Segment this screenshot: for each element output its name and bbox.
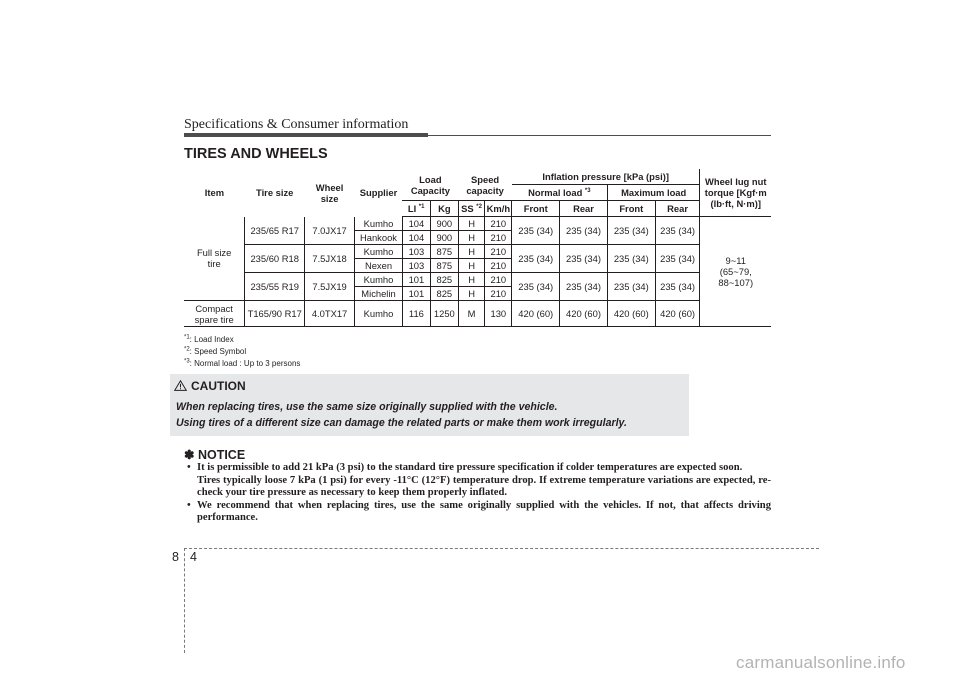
normal-rear-cell: 235 (34): [560, 273, 608, 301]
section-title: TIRES AND WHEELS: [184, 146, 328, 162]
kg-cell: 900: [430, 217, 458, 231]
caution-title: CAUTION: [191, 379, 246, 393]
supplier-cell: Kumho: [355, 245, 403, 259]
li-cell: 101: [402, 273, 430, 287]
li-cell: 104: [402, 231, 430, 245]
max-front-cell: 420 (60): [607, 301, 655, 327]
kmh-cell: 210: [485, 231, 512, 245]
kg-cell: 875: [430, 245, 458, 259]
header-wheel-lug: Wheel lug nut torque [Kgf·m (lb·ft, N·m)]: [700, 169, 771, 217]
max-rear-cell: 235 (34): [655, 217, 700, 245]
notice-text: Tires typically loose 7 kPa (1 psi) for every -11°C (12°F) temperature drop. If extreme temperature variations are expected, re-check your tire pressure as necessary to keep them properly inflated.: [197, 474, 771, 498]
tire-size-cell: 235/65 R17: [245, 217, 305, 245]
kmh-cell: 210: [485, 217, 512, 231]
header-rule-thick: [184, 133, 428, 137]
ss-cell: H: [458, 231, 485, 245]
header-supplier: Supplier: [359, 187, 398, 199]
ss-cell: M: [458, 301, 485, 327]
warning-triangle-icon: [174, 380, 187, 391]
header-normal-front: Front: [512, 201, 560, 217]
caution-text: [176, 399, 627, 431]
header-kg: Kg: [430, 201, 458, 217]
max-front-cell: 235 (34): [607, 217, 655, 245]
ss-cell: H: [458, 245, 485, 259]
caution-line: When replacing tires, use the same size originally supplied with the vehicle.: [176, 401, 558, 413]
bullet-icon: •: [187, 499, 191, 511]
header-item: Item: [204, 187, 225, 199]
tire-size-cell: T165/90 R17: [245, 301, 305, 327]
supplier-cell: Nexen: [355, 259, 403, 273]
wheel-size-cell: 4.0TX17: [305, 301, 355, 327]
table-row: [184, 245, 771, 259]
supplier-cell: Kumho: [355, 217, 403, 231]
max-front-cell: 235 (34): [607, 245, 655, 273]
li-cell: 101: [402, 287, 430, 301]
footnote: $^{*1}$: Load Index: [184, 334, 234, 344]
tire-size-cell: 235/55 R19: [245, 273, 305, 301]
kmh-cell: 130: [485, 301, 512, 327]
header-maximum-load: Maximum load: [607, 185, 700, 201]
footer-rule: [184, 548, 819, 549]
caution-heading: [174, 379, 246, 393]
footnote: $^{*2}$: Speed Symbol: [184, 346, 247, 356]
ss-cell: H: [458, 259, 485, 273]
header-rule-thin: [428, 135, 771, 136]
header-wheel-size: Wheel size: [315, 181, 344, 204]
header-normal-rear: Rear: [560, 201, 608, 217]
wheel-size-cell: 7.5JX19: [305, 273, 355, 301]
kg-cell: 825: [430, 273, 458, 287]
notice-list: [184, 462, 771, 525]
footnote: $^{*3}$: Normal load : Up to 3 persons: [184, 357, 301, 368]
list-item: [184, 500, 771, 525]
supplier-cell: Michelin: [355, 287, 403, 301]
kmh-cell: 210: [485, 273, 512, 287]
list-item: [184, 462, 771, 500]
table-row: [184, 301, 771, 327]
wheel-size-cell: 7.5JX18: [305, 245, 355, 273]
li-cell: 116: [402, 301, 430, 327]
kg-cell: 1250: [430, 301, 458, 327]
kmh-cell: 210: [485, 259, 512, 273]
li-cell: 103: [402, 259, 430, 273]
normal-front-cell: 235 (34): [512, 217, 560, 245]
max-front-cell: 235 (34): [607, 273, 655, 301]
normal-front-cell: 420 (60): [512, 301, 560, 327]
normal-front-cell: 235 (34): [512, 273, 560, 301]
max-rear-cell: 235 (34): [655, 273, 700, 301]
header-load-capacity: Load Capacity: [410, 173, 450, 196]
kg-cell: 825: [430, 287, 458, 301]
chapter-number: 8: [172, 550, 179, 564]
kmh-cell: 210: [485, 245, 512, 259]
page-number: 4: [190, 550, 197, 564]
table-row: [184, 217, 771, 231]
header-max-front: Front: [607, 201, 655, 217]
supplier-cell: Kumho: [355, 301, 403, 327]
torque-cell: 9~11 (65~79, 88~107): [700, 217, 771, 327]
header-max-rear: Rear: [655, 201, 700, 217]
caution-box: [170, 374, 689, 436]
footer-vertical-rule: [184, 548, 185, 653]
header-tire-size: Tire size: [256, 187, 294, 199]
header-normal-load: Normal load $^{*3}$: [512, 185, 608, 201]
caution-line: Using tires of a different size can damage the related parts or make them work irregularly.: [176, 417, 627, 429]
max-rear-cell: 420 (60): [655, 301, 700, 327]
wheel-size-cell: 7.0JX17: [305, 217, 355, 245]
ss-cell: H: [458, 287, 485, 301]
normal-rear-cell: 235 (34): [560, 217, 608, 245]
notice-text: It is permissible to add 21 kPa (3 psi) to the standard tire pressure specification if colder temperatures are expected soon.: [197, 462, 743, 473]
supplier-cell: Hankook: [355, 231, 403, 245]
page-header-title: Specifications & Consumer information: [184, 117, 409, 132]
tires-wheels-table: [184, 169, 771, 327]
compact-spare-label: Compact spare tire: [184, 301, 245, 327]
normal-front-cell: 235 (34): [512, 245, 560, 273]
header-inflation: Inflation pressure [kPa (psi)]: [512, 169, 700, 185]
max-rear-cell: 235 (34): [655, 245, 700, 273]
ss-cell: H: [458, 273, 485, 287]
bullet-icon: •: [187, 462, 191, 473]
notice-title: ✽ NOTICE: [184, 448, 246, 462]
kg-cell: 875: [430, 259, 458, 273]
watermark: carmanualsonline.info: [736, 653, 906, 672]
table-footnotes: [184, 334, 300, 369]
notice-text: We recommend that when replacing tires, use the same originally supplied with the vehicles. If not, that affects driving performance.: [197, 499, 771, 523]
li-cell: 103: [402, 245, 430, 259]
ss-cell: H: [458, 217, 485, 231]
header-li: LI $^{*1}$: [402, 201, 430, 217]
normal-rear-cell: 420 (60): [560, 301, 608, 327]
li-cell: 104: [402, 217, 430, 231]
kmh-cell: 210: [485, 287, 512, 301]
supplier-cell: Kumho: [355, 273, 403, 287]
kg-cell: 900: [430, 231, 458, 245]
header-speed-capacity: Speed capacity: [466, 173, 504, 196]
table-row: [184, 273, 771, 287]
header-kmh: Km/h: [485, 201, 512, 217]
normal-rear-cell: 235 (34): [560, 245, 608, 273]
header-ss: SS $^{*2}$: [458, 201, 485, 217]
tire-size-cell: 235/60 R18: [245, 245, 305, 273]
full-size-tire-label: Full size tire: [184, 217, 245, 301]
